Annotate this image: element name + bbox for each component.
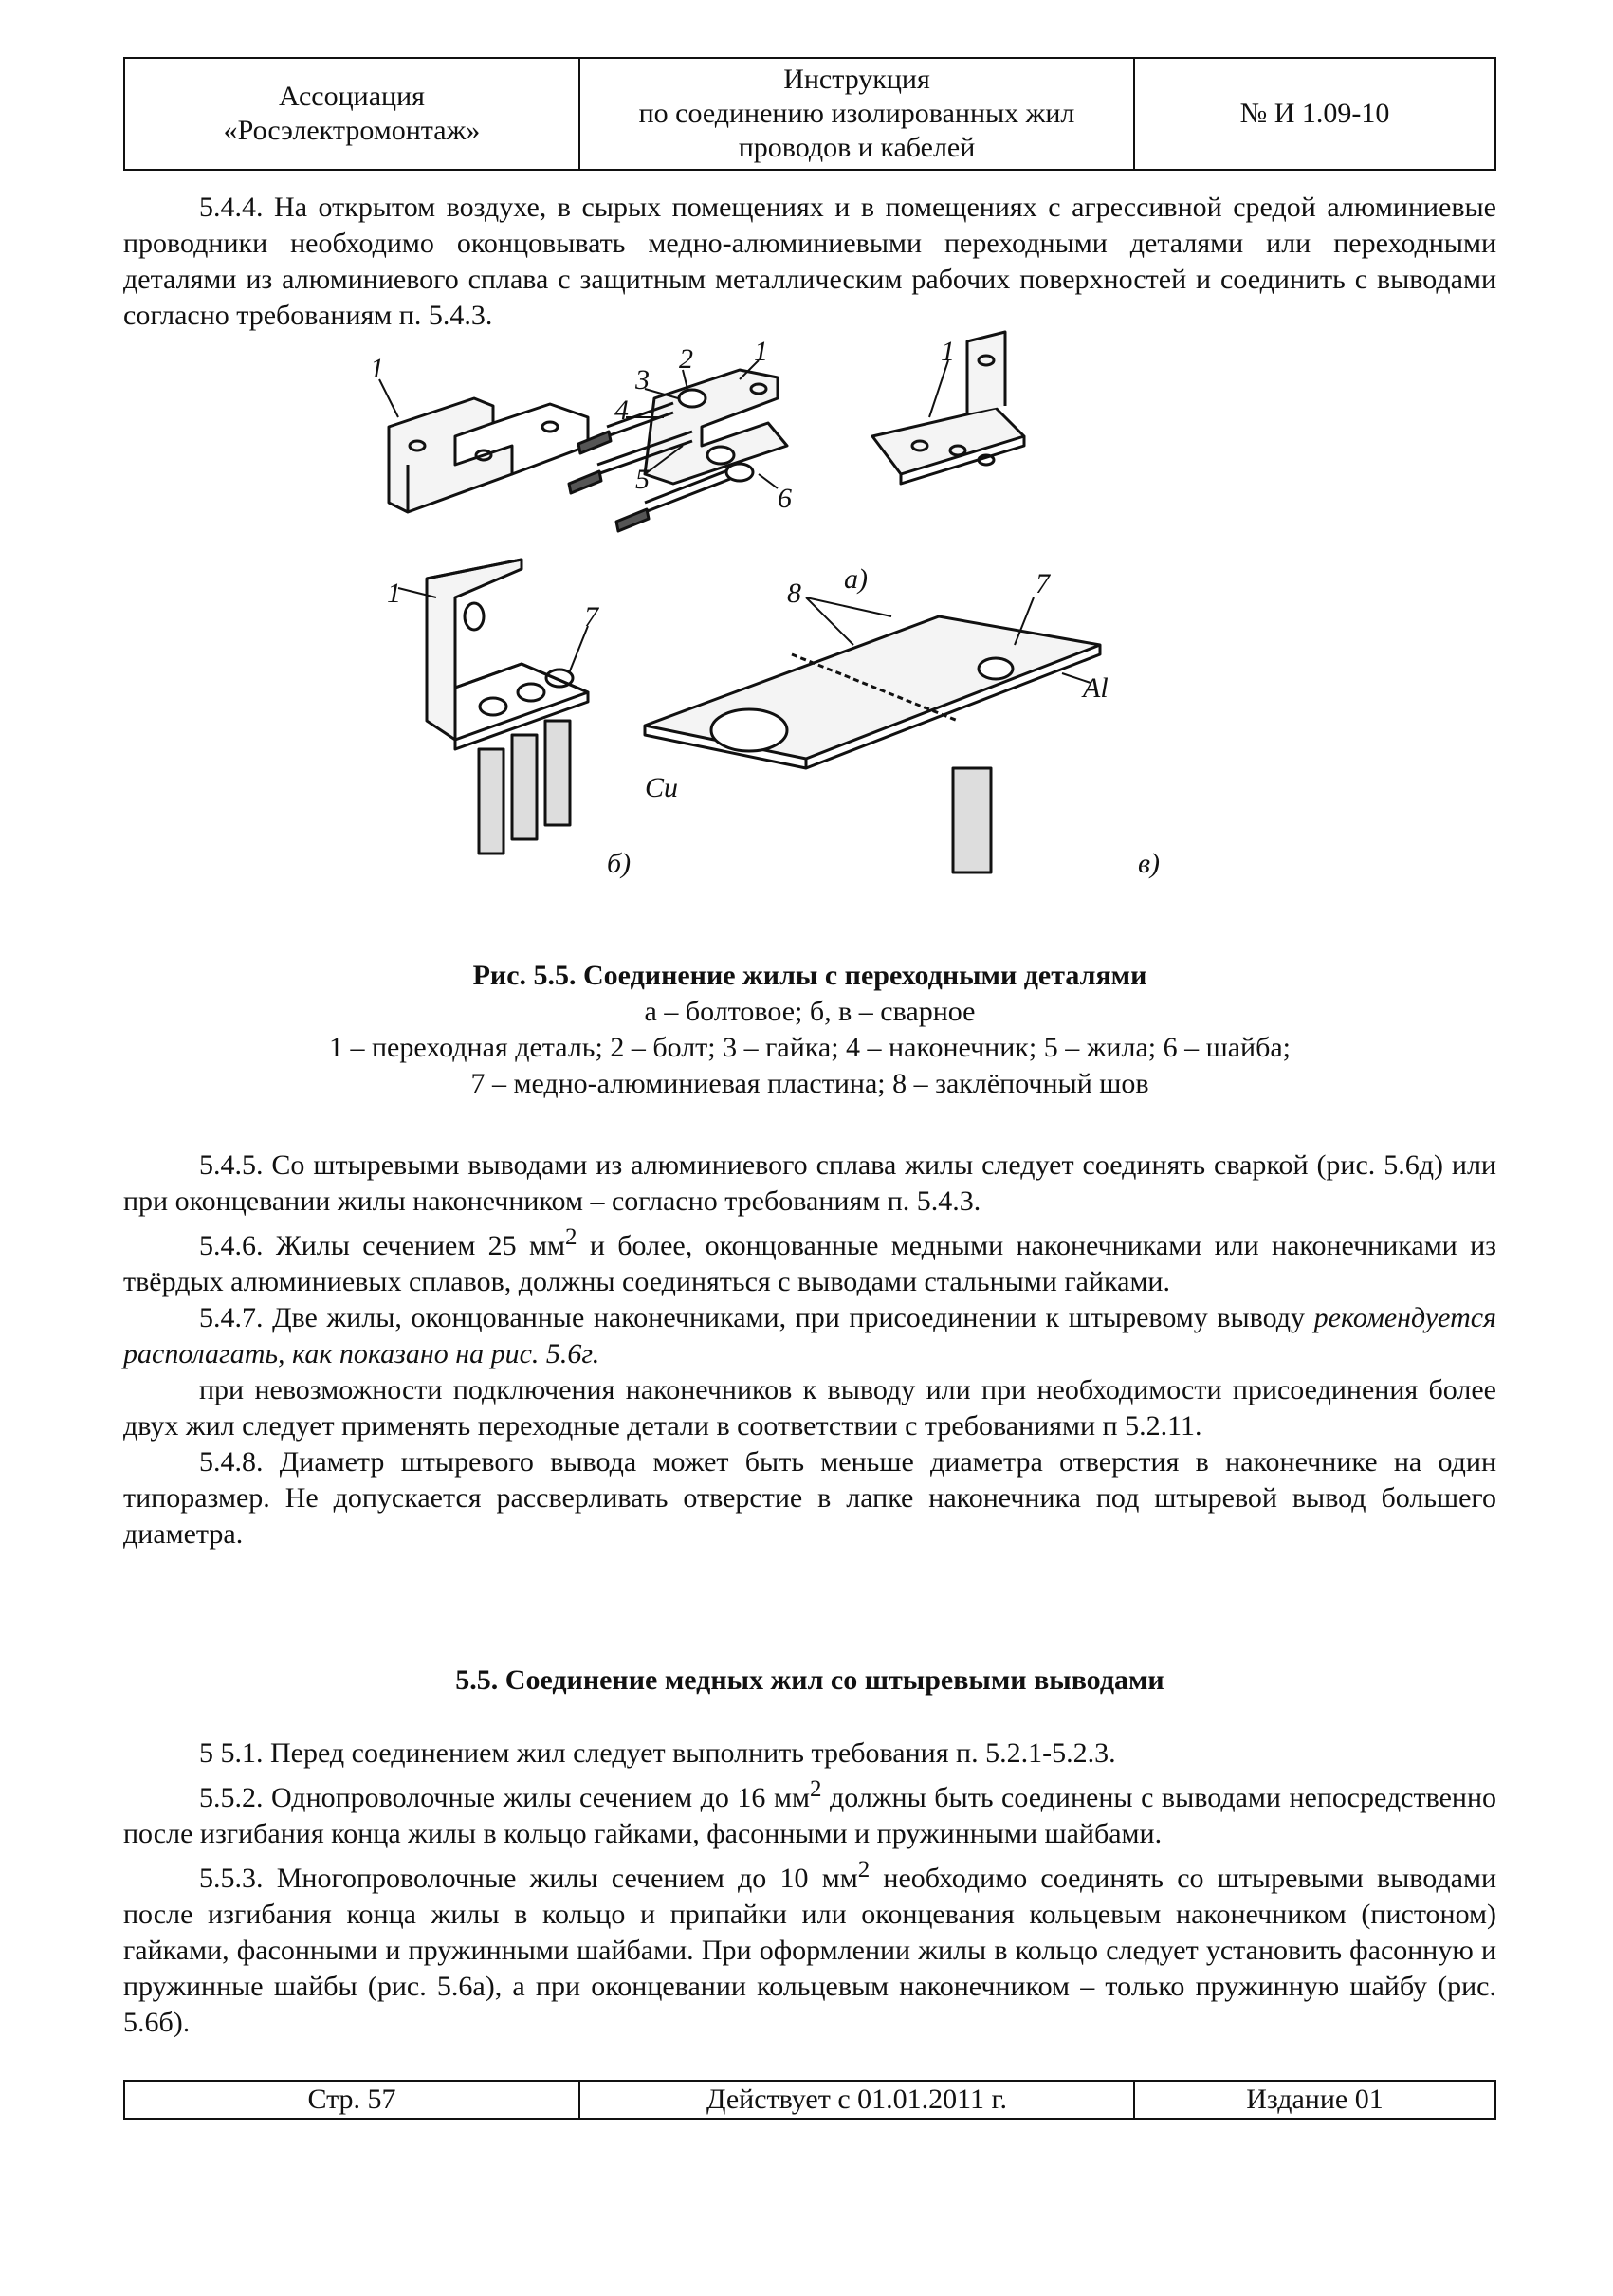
label-3: 3 (635, 364, 650, 395)
paragraph-5-5-2 (123, 1772, 1496, 1852)
label-7: 7 (584, 601, 598, 633)
footer-table (123, 2080, 1496, 2120)
p546-end: и более, оконцованные медными наконечниками или наконечниками из твёрдых алюминиевых сплавов, должны соединяться с выводами стальными гайками. (123, 1230, 1496, 1297)
label-2: 2 (679, 343, 693, 375)
label-6: 6 (778, 483, 792, 514)
label-cu: Cu (645, 772, 679, 803)
u-bracket-part (389, 398, 588, 512)
footer-edition: Издание 01 (1246, 2084, 1384, 2115)
label-8: 8 (787, 578, 801, 609)
figure-5-5 (360, 336, 1271, 934)
cu-al-plate-part (645, 616, 1100, 872)
label-4: 4 (614, 395, 629, 426)
p547-start: 5.4.7. Две жилы, оконцованные наконечниками, при присоединении к штыревому выводу (199, 1302, 1314, 1333)
paragraph-5-5-1: 5 5.1. Перед соединением жил следует выполнить требования п. 5.2.1-5.2.3. (199, 1737, 1116, 1769)
paragraph-5-4-7 (123, 1300, 1496, 1372)
label-1: 1 (370, 353, 384, 384)
paragraphs-5-4-5-to-5-4-8 (123, 1148, 1496, 1552)
label-1b: 1 (754, 336, 768, 367)
label-b: б) (607, 848, 632, 879)
paragraph-5-4-5: 5.4.5. Со штыревыми выводами из алюминиевого сплава жилы следует соединять сваркой (рис. 5.6д) или при оконцевании жилы наконечником – согласно требованиям п. 5.4.3. (123, 1149, 1496, 1217)
p547-italic: рекомендуется располагать, как показано на рис. 5.6г. (123, 1302, 1496, 1369)
welded-bracket-part (427, 560, 588, 854)
header-table (123, 57, 1496, 171)
paragraph-5-4-4 (123, 190, 1496, 334)
label-al: Al (1083, 672, 1109, 704)
paragraph-5-4-7-cont: при невозможности подключения наконечников к выводу или при необходимости присоединения более двух жил следует применять переходные детали в соответствии с требованиями п 5.2.11. (123, 1374, 1496, 1442)
paragraph-text: 5.4.4. На открытом воздухе, в сырых помещениях и в помещениях с агрессивной средой алюминиевые проводники необходимо оконцовывать медно-алюминиевыми переходными деталями или переходными деталями из алюминиевого сплава с защитным металлическим рабочих поверхностей и соединить с выводами согласно требованиям п. 5.4.3. (123, 192, 1496, 331)
p546-start: 5.4.6. Жилы сечением 25 мм (199, 1230, 565, 1261)
header-doc-line2: по соединению изолированных жил (638, 98, 1075, 129)
p546-sup: 2 (565, 1224, 577, 1250)
header-organization (125, 59, 580, 169)
caption-line2: а – болтовое; б, в – сварное (644, 996, 976, 1027)
paragraph-5-4-6 (123, 1220, 1496, 1300)
header-org-line2: «Росэлектромонтаж» (223, 115, 481, 146)
paragraphs-5-5 (123, 1736, 1496, 2041)
figure-drawing (360, 336, 1271, 929)
section-title-5-5: 5.5. Соединение медных жил со штыревыми выводами (455, 1664, 1164, 1696)
label-5: 5 (635, 464, 650, 495)
p553-start: 5.5.3. Многопроволочные жилы сечением до 10 мм (199, 1863, 858, 1894)
figure-caption (123, 958, 1496, 1102)
p552-start: 5.5.2. Однопроволочные жилы сечением до 16 мм (199, 1782, 810, 1813)
paragraph-5-5-3 (123, 1852, 1496, 2041)
footer-valid-from: Действует с 01.01.2011 г. (580, 2082, 1135, 2118)
caption-line3: 1 – переходная деталь; 2 – болт; 3 – гайка; 4 – наконечник; 5 – жила; 6 – шайба; (328, 1032, 1291, 1063)
p553-end: необходимо соединять со штыревыми выводами после изгибания конца жилы в кольцо и припайки или оконцевания кольцевым наконечником (пистоном) гайками, фасонными и пружинными шайбами. При оформлении жилы в кольцо следует установить фасонную и пружинные шайбы (рис. 5.6а), а при оконцевании кольцевым наконечником – только пружинную шайбу (рис. 5.6б). (123, 1863, 1497, 2038)
paragraph-5-4-8: 5.4.8. Диаметр штыревого вывода может быть меньше диаметра отверстия в наконечнике на один типоразмер. Не допускается рассверливать отверстие в лапке наконечника под штыревой вывод большего диаметра. (123, 1446, 1496, 1550)
caption-title: Рис. 5.5. Соединение жилы с переходными деталями (472, 960, 1147, 991)
header-doc-line1: Инструкция (783, 64, 930, 95)
header-doc-line3: проводов и кабелей (738, 132, 976, 163)
p552-end: должны быть соединены с выводами непосредственно после изгибания конца жилы в кольцо гайками, фасонными и пружинными шайбами. (123, 1782, 1496, 1849)
label-v: в) (1138, 848, 1161, 879)
footer-page: Стр. 57 (125, 2082, 580, 2118)
p553-sup: 2 (857, 1857, 871, 1883)
caption-line4: 7 – медно-алюминиевая пластина; 8 – заклёпочный шов (470, 1068, 1149, 1099)
header-doc-number: № И 1.09-10 (1239, 98, 1390, 129)
header-document-title (580, 59, 1135, 169)
label-1d: 1 (387, 578, 401, 609)
header-org-line1: Ассоциация (279, 81, 425, 112)
label-1c: 1 (941, 336, 955, 367)
label-7b: 7 (1036, 568, 1050, 599)
p552-sup: 2 (809, 1776, 822, 1802)
label-a: а) (844, 563, 868, 595)
